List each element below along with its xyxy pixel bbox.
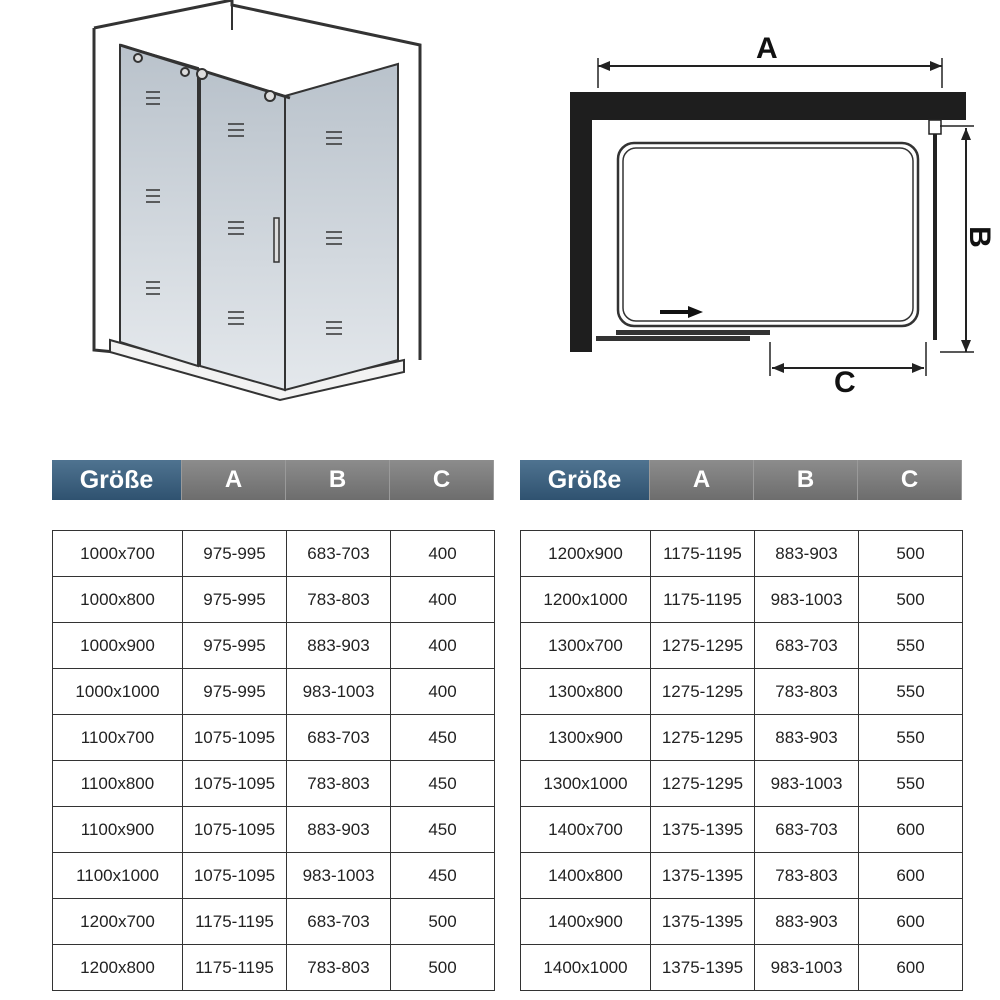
a-cell: 1275-1295 [651, 623, 755, 669]
b-cell: 883-903 [755, 715, 859, 761]
table-row [521, 807, 963, 853]
b-cell: 983-1003 [287, 669, 391, 715]
a-cell: 1275-1295 [651, 715, 755, 761]
table-body [520, 530, 963, 991]
a-cell: 1275-1295 [651, 761, 755, 807]
c-cell: 450 [391, 715, 495, 761]
a-cell: 975-995 [183, 531, 287, 577]
a-cell: 1075-1095 [183, 807, 287, 853]
b-cell: 683-703 [287, 531, 391, 577]
a-cell: 1375-1395 [651, 853, 755, 899]
size-cell: 1400x700 [521, 807, 651, 853]
a-cell: 1375-1395 [651, 945, 755, 991]
b-cell: 883-903 [287, 807, 391, 853]
wall-left-edge [94, 28, 115, 352]
roller-4 [265, 91, 275, 101]
table-row [521, 623, 963, 669]
b-cell: 783-803 [287, 761, 391, 807]
size-cell: 1300x1000 [521, 761, 651, 807]
header-c: C [390, 460, 494, 500]
a-cell: 975-995 [183, 577, 287, 623]
b-cell: 683-703 [755, 623, 859, 669]
a-cell: 975-995 [183, 669, 287, 715]
header-a: A [182, 460, 286, 500]
c-cell: 550 [859, 715, 963, 761]
size-cell: 1000x900 [53, 623, 183, 669]
header-c: C [858, 460, 962, 500]
wall [570, 92, 966, 352]
b-cell: 883-903 [755, 531, 859, 577]
header-a: A [650, 460, 754, 500]
size-cell: 1100x900 [53, 807, 183, 853]
size-table-left [52, 460, 495, 991]
table-row [521, 531, 963, 577]
table-row [53, 899, 495, 945]
shower-enclosure-illustration [80, 0, 440, 410]
b-cell: 983-1003 [755, 761, 859, 807]
header-b: B [754, 460, 858, 500]
fixed-panel-plan [596, 336, 750, 341]
a-cell: 1175-1195 [183, 899, 287, 945]
dimension-a-label: A [756, 32, 778, 65]
size-cell: 1000x1000 [53, 669, 183, 715]
size-cell: 1300x900 [521, 715, 651, 761]
a-cell: 1175-1195 [183, 945, 287, 991]
a-cell: 1175-1195 [651, 577, 755, 623]
size-cell: 1200x900 [521, 531, 651, 577]
roller-1 [134, 54, 142, 62]
header-b: B [286, 460, 390, 500]
table-row [53, 761, 495, 807]
table-row [53, 715, 495, 761]
sliding-glass-door [200, 70, 285, 390]
table-row [53, 945, 495, 991]
c-cell: 500 [859, 531, 963, 577]
table-row [521, 853, 963, 899]
table-row [53, 807, 495, 853]
size-table-right [520, 460, 963, 991]
size-cell: 1000x800 [53, 577, 183, 623]
b-cell: 783-803 [287, 945, 391, 991]
c-cell: 450 [391, 853, 495, 899]
c-cell: 600 [859, 945, 963, 991]
c-cell: 600 [859, 853, 963, 899]
table-row [53, 669, 495, 715]
table-row [521, 669, 963, 715]
header-size: Größe [520, 460, 650, 500]
a-cell: 1375-1395 [651, 807, 755, 853]
table-row [53, 623, 495, 669]
table-row [521, 899, 963, 945]
shower-tray-outline [618, 143, 918, 326]
a-cell: 975-995 [183, 623, 287, 669]
a-cell: 1075-1095 [183, 715, 287, 761]
b-cell: 783-803 [755, 669, 859, 715]
a-cell: 1175-1195 [651, 531, 755, 577]
b-cell: 983-1003 [287, 853, 391, 899]
dimension-c-label: C [834, 366, 856, 399]
size-cell: 1300x700 [521, 623, 651, 669]
c-cell: 550 [859, 669, 963, 715]
side-glass-panel [285, 64, 398, 390]
c-cell: 400 [391, 623, 495, 669]
size-cell: 1300x800 [521, 669, 651, 715]
b-cell: 883-903 [755, 899, 859, 945]
table-row [53, 577, 495, 623]
table-row [521, 945, 963, 991]
a-cell: 1375-1395 [651, 899, 755, 945]
c-cell: 400 [391, 669, 495, 715]
b-cell: 683-703 [287, 899, 391, 945]
a-cell: 1075-1095 [183, 853, 287, 899]
c-cell: 400 [391, 531, 495, 577]
size-cell: 1100x700 [53, 715, 183, 761]
door-handle [274, 218, 279, 262]
sliding-door-plan [616, 330, 770, 335]
size-cell: 1100x800 [53, 761, 183, 807]
size-cell: 1400x900 [521, 899, 651, 945]
table-body [52, 530, 495, 991]
size-cell: 1400x800 [521, 853, 651, 899]
c-cell: 550 [859, 623, 963, 669]
c-cell: 600 [859, 899, 963, 945]
c-cell: 600 [859, 807, 963, 853]
b-cell: 683-703 [287, 715, 391, 761]
roller-2 [181, 68, 189, 76]
b-cell: 883-903 [287, 623, 391, 669]
a-cell: 1275-1295 [651, 669, 755, 715]
b-cell: 783-803 [755, 853, 859, 899]
table-row [53, 853, 495, 899]
c-cell: 400 [391, 577, 495, 623]
c-cell: 550 [859, 761, 963, 807]
size-cell: 1400x1000 [521, 945, 651, 991]
table-header [520, 460, 963, 500]
b-cell: 683-703 [755, 807, 859, 853]
size-cell: 1200x1000 [521, 577, 651, 623]
b-cell: 983-1003 [755, 945, 859, 991]
size-cell: 1000x700 [53, 531, 183, 577]
table-row [53, 531, 495, 577]
side-panel [933, 134, 937, 340]
roller-3 [197, 69, 207, 79]
size-cell: 1200x800 [53, 945, 183, 991]
c-cell: 450 [391, 807, 495, 853]
size-cell: 1200x700 [53, 899, 183, 945]
table-header [52, 460, 495, 500]
table-row [521, 761, 963, 807]
c-cell: 450 [391, 761, 495, 807]
plan-view-diagram [560, 30, 1000, 410]
fixed-glass-panel [120, 45, 198, 366]
a-cell: 1075-1095 [183, 761, 287, 807]
size-cell: 1100x1000 [53, 853, 183, 899]
b-cell: 983-1003 [755, 577, 859, 623]
c-cell: 500 [391, 945, 495, 991]
table-row [521, 577, 963, 623]
wall-profile [929, 120, 941, 134]
header-size: Größe [52, 460, 182, 500]
dimension-b-label: B [962, 226, 996, 248]
b-cell: 783-803 [287, 577, 391, 623]
c-cell: 500 [391, 899, 495, 945]
table-row [521, 715, 963, 761]
c-cell: 500 [859, 577, 963, 623]
